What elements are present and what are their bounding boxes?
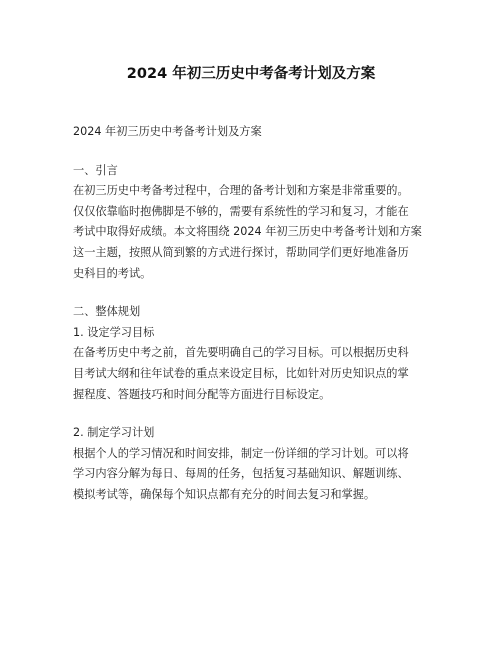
subsection-heading-goals: 1. 设定学习目标: [73, 325, 155, 339]
document-body: [73, 122, 445, 506]
section-heading-introduction: 一、引言: [73, 163, 118, 177]
paragraph-line: 模拟考试等，确保每个知识点都有充分的时间去复习和掌握。: [73, 487, 376, 501]
paragraph-line: 根据个人的学习情况和时间安排，制定一份详细的学习计划。可以将: [73, 446, 409, 460]
paragraph-line: 目考试大纲和往年试卷的重点来设定目标，比如针对历史知识点的掌: [73, 366, 409, 380]
document-title: 2024 年初三历史中考备考计划及方案: [126, 66, 376, 82]
paragraph-line: 史科目的考试。: [73, 266, 152, 280]
paragraph-line: 握程度、答题技巧和时间分配等方面进行目标设定。: [73, 387, 331, 401]
spacer: [73, 143, 445, 161]
document-subtitle: 2024 年初三历史中考备考计划及方案: [73, 125, 262, 138]
paragraph-line: 考试中取得好成绩。本文将围绕 2024 年初三历史中考备考计划和方案: [73, 225, 422, 239]
paragraph-line: 仅仅依靠临时抱佛脚是不够的，需要有系统性的学习和复习，才能在: [73, 204, 409, 218]
paragraph-line: 在初三历史中考备考过程中，合理的备考计划和方案是非常重要的。: [73, 184, 409, 198]
paragraph-line: 这一主题，按照从简到繁的方式进行探讨，帮助同学们更好地准备历: [73, 245, 409, 259]
paragraph-line: 学习内容分解为每日、每周的任务，包括复习基础知识、解题训练、: [73, 467, 409, 481]
subsection-heading-study-plan: 2. 制定学习计划: [73, 426, 155, 440]
section-heading-overall-plan: 二、整体规划: [73, 305, 141, 319]
spacer: [73, 284, 445, 302]
paragraph-line: 在备考历史中考之前，首先要明确自己的学习目标。可以根据历史科: [73, 346, 409, 360]
spacer: [73, 405, 445, 423]
